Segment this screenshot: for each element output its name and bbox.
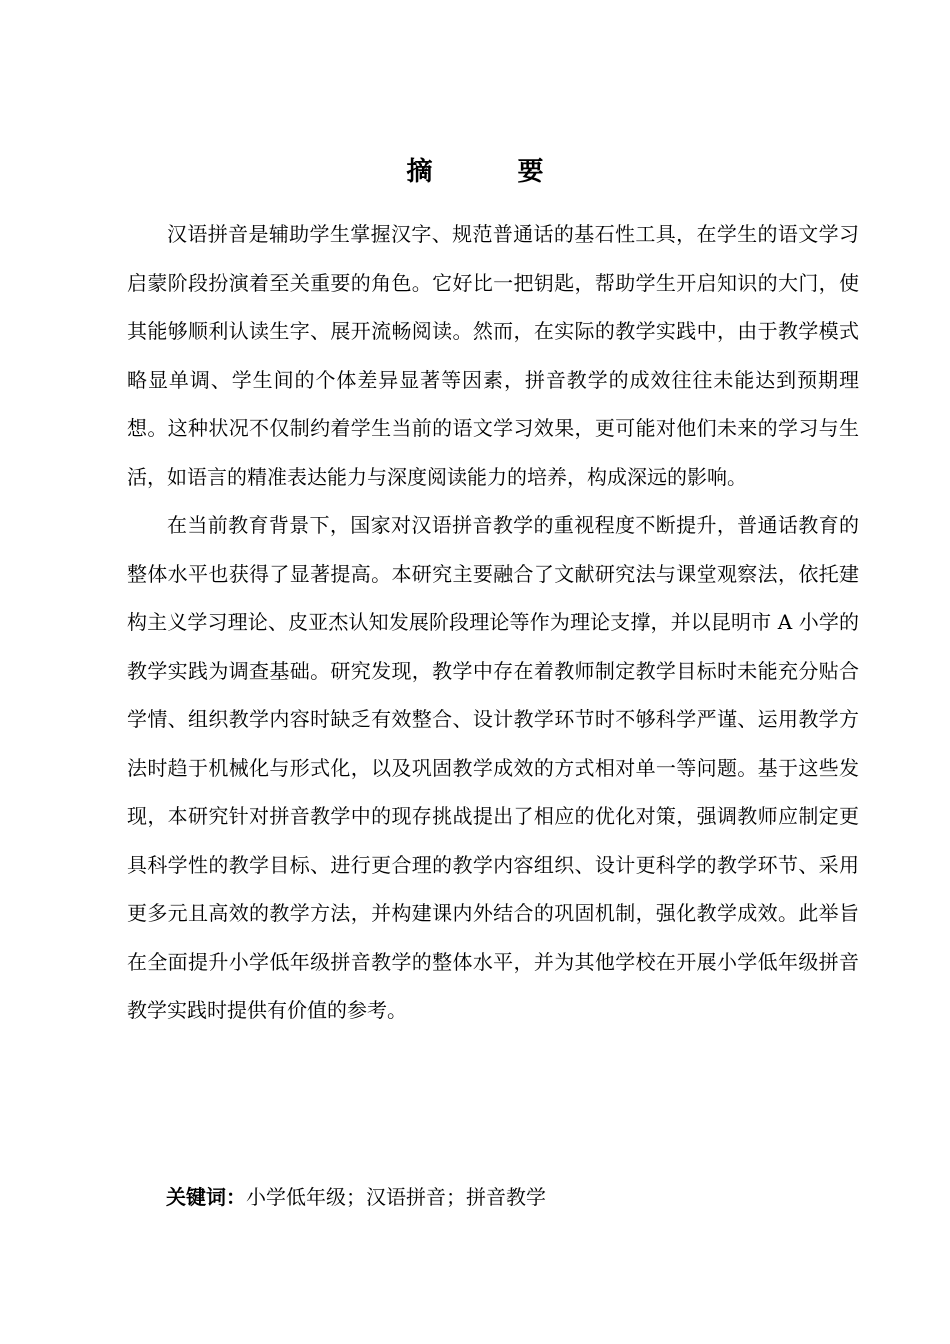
abstract-paragraph-2: 在当前教育背景下，国家对汉语拼音教学的重视程度不断提升，普通话教育的整体水平也获得了显著提高。本研究主要融合了文献研究法与课堂观察法，依托建构主义学习理论、皮亚杰认知发展阶段理论等作为理论支撑，并以昆明市 A 小学的教学实践为调查基础。研究发现，教学中存在着教师制定教学目标时未能充分贴合学情、组织教学内容时缺乏有效整合、设计教学环节时不够科学严谨、运用教学方法时趋于机械化与形式化，以及巩固教学成效的方式相对单一等问题。基于这些发现，本研究针对拼音教学中的现存挑战提出了相应的优化对策，强调教师应制定更具科学性的教学目标、进行更合理的教学内容组织、设计更科学的教学环节、采用更多元且高效的教学方法，并构建课内外结合的巩固机制，强化教学成效。此举旨在全面提升小学低年级拼音教学的整体水平，并为其他学校在开展小学低年级拼音教学实践时提供有价值的参考。 bbox=[127, 513, 859, 1022]
abstract-title: 摘 要 bbox=[406, 157, 582, 187]
keywords-line bbox=[166, 1175, 866, 1219]
keywords-text: 小学低年级；汉语拼音；拼音教学 bbox=[246, 1185, 546, 1209]
abstract-paragraph-1: 汉语拼音是辅助学生掌握汉字、规范普通话的基石性工具，在学生的语文学习启蒙阶段扮演着至关重要的角色。它好比一把钥匙，帮助学生开启知识的大门，使其能够顺利认读生字、展开流畅阅读。然而，在实际的教学实践中，由于教学模式略显单调、学生间的个体差异显著等因素，拼音教学的成效往往未能达到预期理想。这种状况不仅制约着学生当前的语文学习效果，更可能对他们未来的学习与生活，如语言的精准表达能力与深度阅读能力的培养，构成深远的影响。 bbox=[127, 222, 859, 489]
abstract-body bbox=[127, 210, 859, 1035]
keywords-label: 关键词： bbox=[166, 1185, 246, 1209]
